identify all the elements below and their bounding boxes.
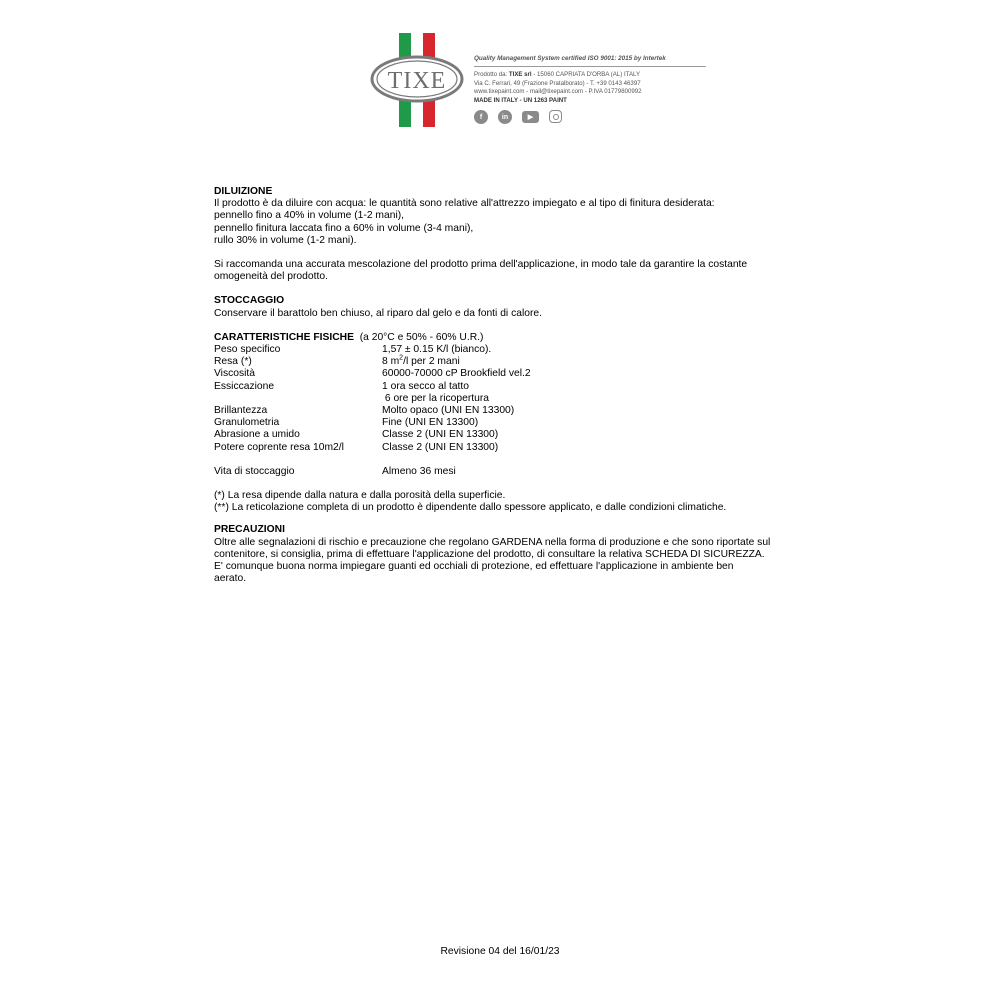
property-row: Abrasione a umido Classe 2 (UNI EN 13300) [214,429,499,441]
document-body [214,186,794,585]
linkedin-icon[interactable]: in [498,110,512,124]
property-row: Viscosità 60000-70000 cP Brookfield vel.2 [214,368,531,380]
precauzioni-line: aerato. [214,573,247,585]
address-line: Via C. Ferrari, 49 (Frazione Pratalborato) - T. +39 0143 46397 [474,79,641,87]
diluizione-line: Il prodotto è da diluire con acqua: le quantità sono relative all'attrezzo impiegato e al tipo di finitura desiderata: [214,198,715,210]
precauzioni-title: PRECAUZIONI [214,524,285,536]
property-row: Granulometria Fine (UNI EN 13300) [214,417,479,429]
diluizione-line: rullo 30% in volume (1-2 mani). [214,234,357,246]
tixe-logo [370,33,464,127]
youtube-icon[interactable]: ▶ [522,111,539,123]
stoccaggio-text: Conservare il barattolo ben chiuso, al riparo dal gelo e da fonti di calore. [214,307,542,319]
precauzioni-line: Oltre alle segnalazioni di rischio e precauzione che regolano GARDENA nella forma di produzione e che sono riportate sul [214,536,771,548]
revision-footer: Revisione 04 del 16/01/23 [440,946,560,957]
property-row: 6 ore per la ricopertura [382,392,490,404]
conditions-text: (a 20°C e 50% - 60% U.R.) [359,331,484,343]
caratteristiche-heading: CARATTERISTICHE FISICHE (a 20°C e 50% - 60% U.R.) [214,331,484,343]
property-row: Essiccazione 1 ora secco al tatto [214,380,470,392]
precauzioni-line: E' comunque buona norma impiegare guanti ed occhiali di protezione, ed effettuare l'applicazione in ambiente ben [214,561,734,573]
company-header [474,55,714,124]
diluizione-line: pennello fino a 40% in volume (1-2 mani), [214,210,405,222]
property-row: Resa (*) 8 $m^2/l$ per 2 mani [214,354,460,368]
logo-text: TIXE [387,68,447,94]
property-row: Potere coprente resa 10m2/l Classe 2 (UNI EN 13300) [214,441,499,453]
web-line: www.tixepaint.com - mail@tixepaint.com - P.IVA 01779800992 [474,88,642,96]
instagram-icon[interactable] [549,110,562,123]
made-in-line: MADE IN ITALY - UN 1263 PAINT [474,96,567,104]
facebook-icon[interactable]: f [474,110,488,124]
producer-line: Prodotto da: TIXE srl - 15060 CAPRIATA D'ORBA (AL) ITALY [474,71,641,78]
property-row: Peso specifico 1,57 ± 0.15 K/l (bianco). [214,344,492,356]
shelf-life-row: Vita di stoccaggio Almeno 36 mesi [214,465,456,477]
footnote: (**) La reticolazione completa di un prodotto è dipendente dallo spessore applicato, e dalle condizioni climatiche. [214,502,727,514]
mixing-note: omogeneità del prodotto. [214,271,328,283]
diluizione-line: pennello finitura laccata fino a 60% in volume (3-4 mani), [214,222,474,234]
stoccaggio-title: STOCCAGGIO [214,295,285,307]
precauzioni-line: contenitore, si consiglia, prima di effettuare l'applicazione del prodotto, di consultare la relativa SCHEDA DI SICUREZZA. [214,548,765,560]
property-row: Brillantezza Molto opaco (UNI EN 13300) [214,405,515,417]
social-links [474,110,714,124]
diluizione-title: DILUIZIONE [214,186,273,197]
certification-text: Quality Management System certified ISO 9001: 2015 by Intertek [474,55,666,62]
mixing-note: Si raccomanda una accurata mescolazione del prodotto prima dell'applicazione, in modo tale da garantire la costante [214,259,748,271]
footnote: (*) La resa dipende dalla natura e dalla porosità della superficie. [214,490,506,502]
header-divider [474,66,706,67]
